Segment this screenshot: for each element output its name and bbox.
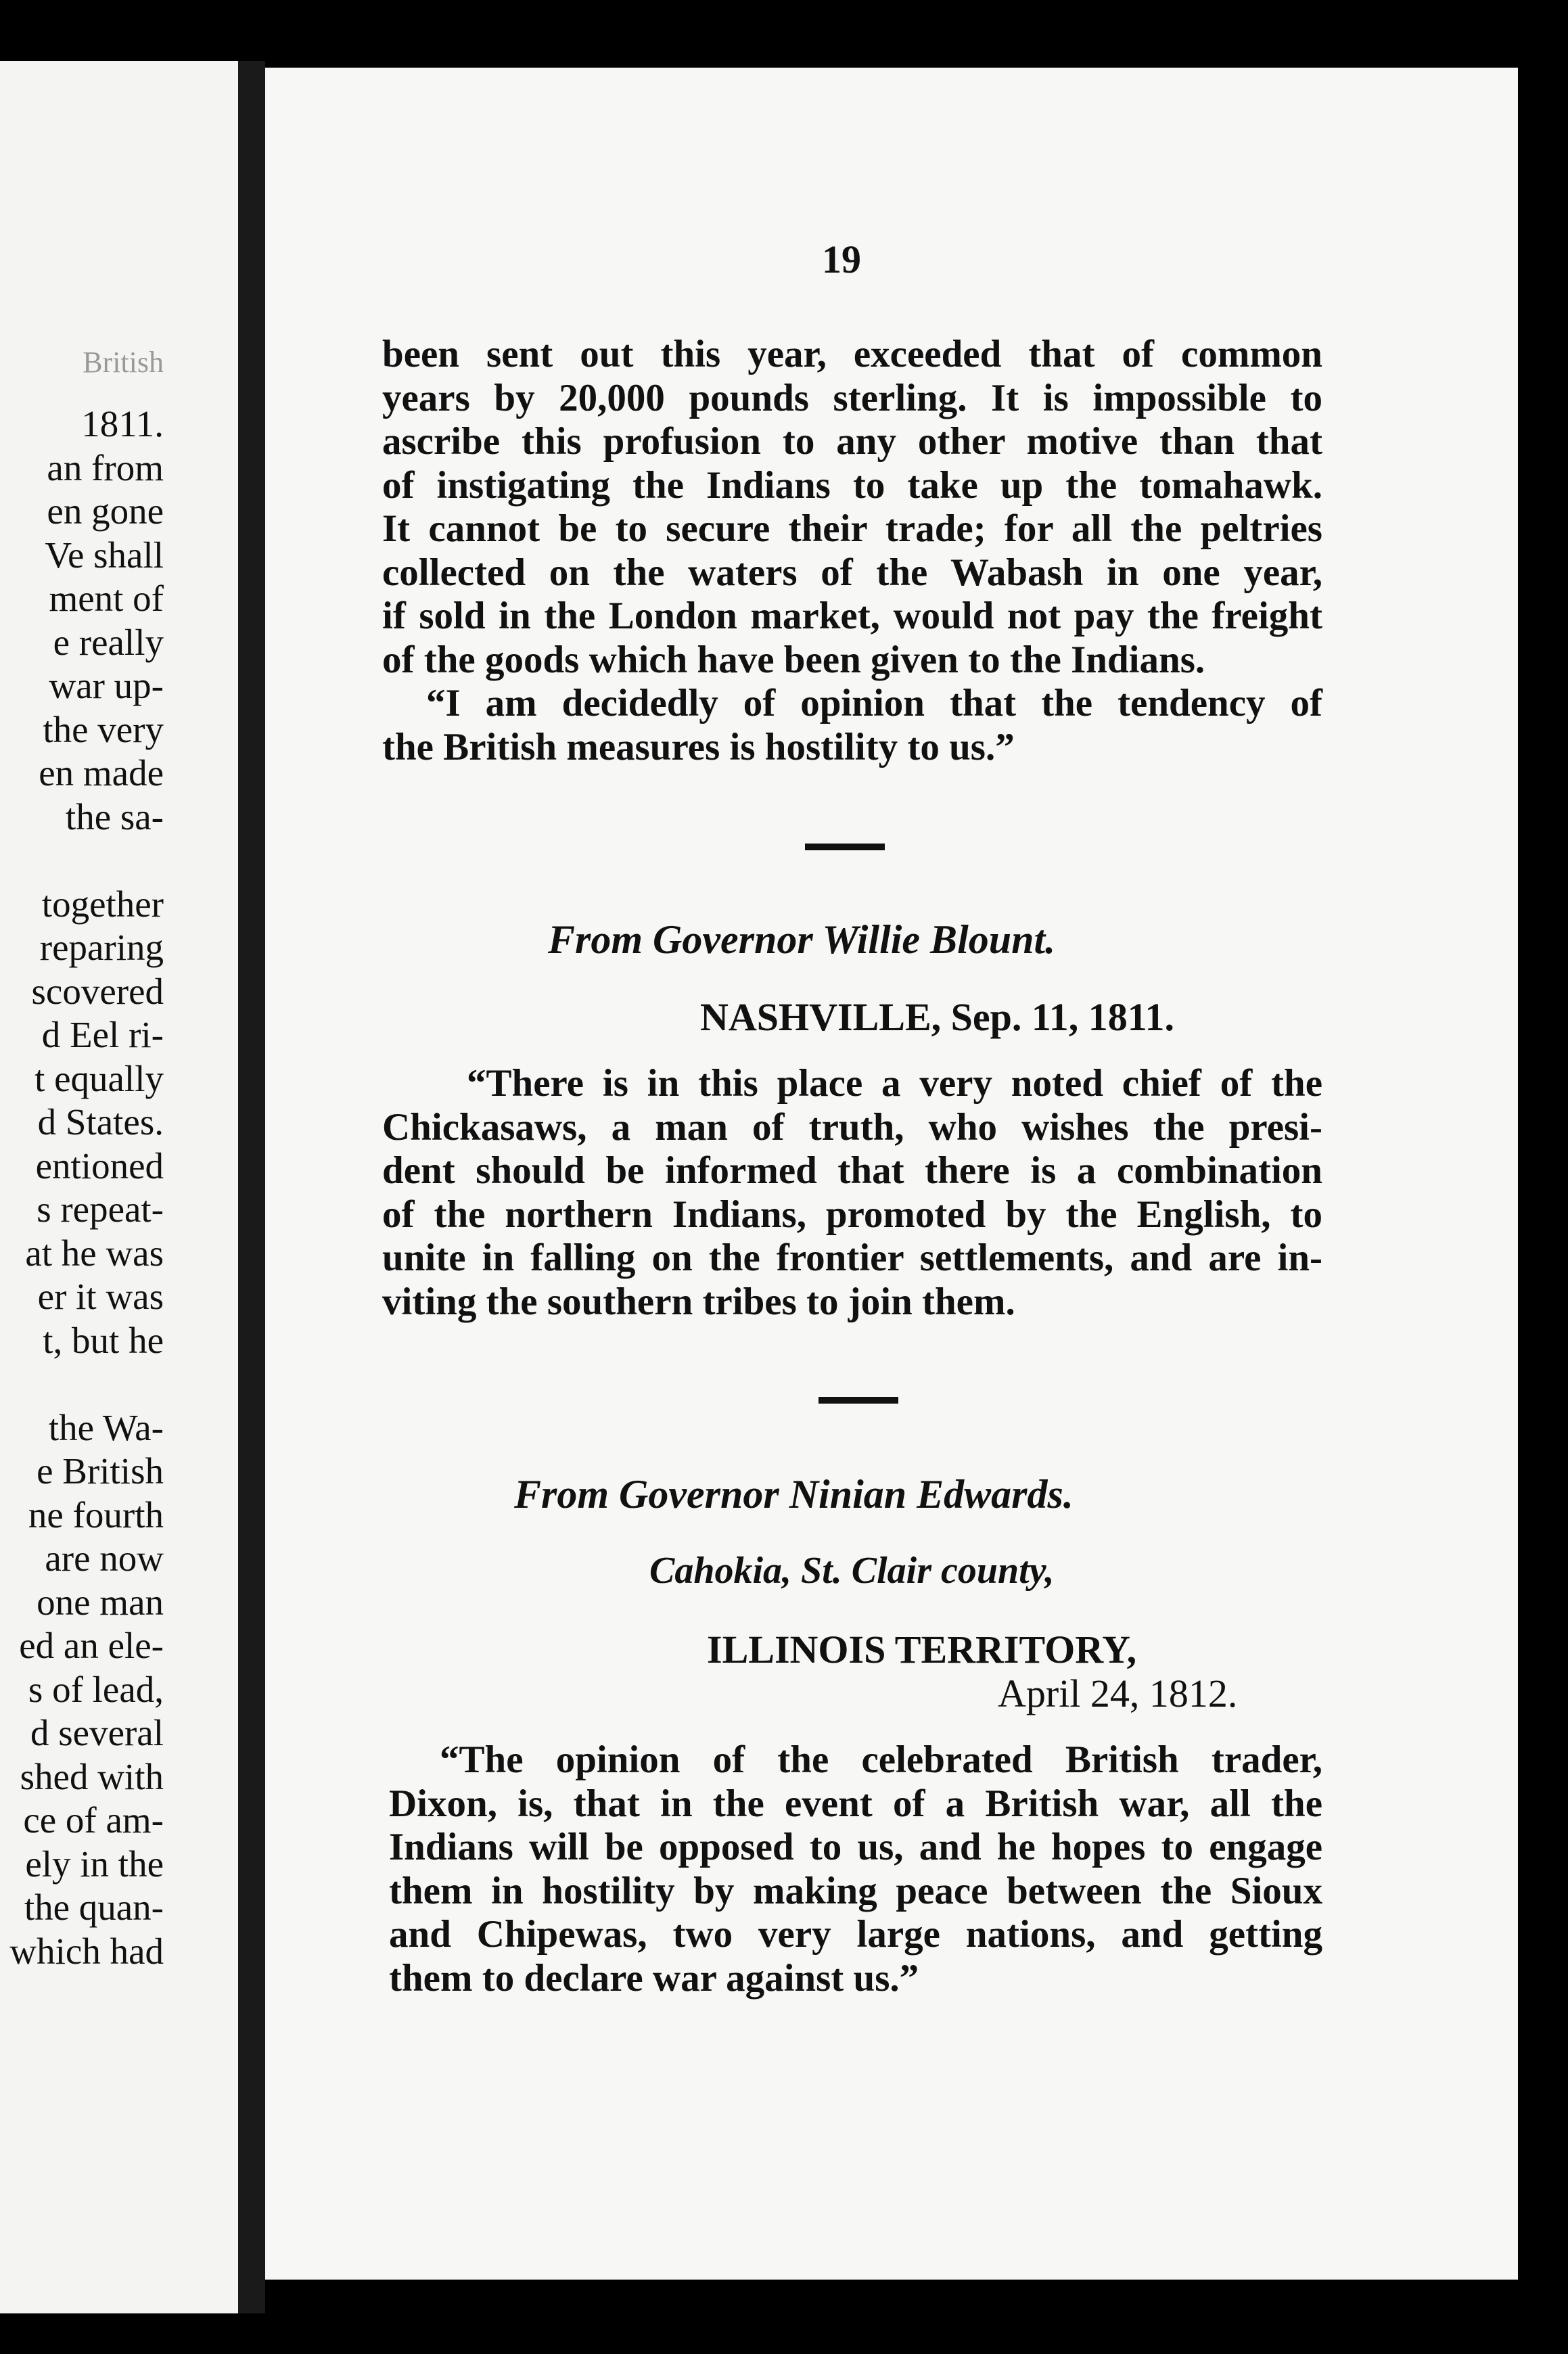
text-line: d States.	[37, 1101, 164, 1143]
text-line: at he was	[25, 1232, 164, 1274]
paragraph-opinion-quote	[382, 682, 1322, 769]
text-line: Chickasaws, a man of truth, who wishes the presi-	[382, 1105, 1322, 1149]
text-line: d Eel ri-	[41, 1014, 164, 1055]
text-line: ed an ele-	[19, 1625, 164, 1666]
previous-page-header: British	[83, 346, 164, 379]
letter-heading-blount: From Governor Willie Blount.	[548, 917, 1056, 962]
text-line: ment of	[49, 578, 164, 619]
book-spine	[238, 61, 265, 2313]
text-line: t, but he	[43, 1319, 164, 1361]
text-line: Indians will be opposed to us, and he hopes to engage	[389, 1826, 1322, 1868]
text-line: war up-	[49, 665, 164, 706]
text-line: ce of am-	[23, 1799, 164, 1841]
text-line: the very	[43, 708, 164, 750]
letter-place-illinois: ILLINOIS TERRITORY,	[707, 1628, 1137, 1671]
text-line	[9, 839, 164, 883]
page-number: 19	[822, 237, 861, 281]
text-line: the Wa-	[48, 1406, 164, 1448]
text-line: “The opinion of the celebrated British trader,	[440, 1738, 1322, 1781]
text-line: ne fourth	[28, 1494, 164, 1536]
text-line: of the goods which have been given to the Indians.	[382, 638, 1205, 681]
text-line: dent should be informed that there is a combination	[382, 1149, 1322, 1192]
text-line: ascribe this profusion to any other motive than that	[382, 420, 1322, 463]
text-line: the quan-	[24, 1887, 164, 1928]
text-line: an from	[47, 446, 164, 488]
text-line: ely in the	[25, 1843, 164, 1885]
text-line: “There is in this place a very noted chief of the	[467, 1062, 1322, 1105]
text-line: viting the southern tribes to join them.	[382, 1280, 1015, 1323]
paragraph-blount-letter	[382, 1062, 1322, 1324]
text-line: if sold in the London market, would not pay the freight	[382, 595, 1322, 637]
text-line: them to declare war against us.”	[389, 1956, 919, 2000]
previous-page-fragment	[0, 61, 238, 2313]
text-line: e British	[37, 1450, 164, 1492]
letter-date-edwards: April 24, 1812.	[998, 1671, 1238, 1715]
section-divider	[818, 1397, 898, 1404]
text-line: en gone	[47, 490, 164, 532]
text-line: s repeat-	[37, 1188, 164, 1230]
text-line	[9, 1362, 164, 1406]
text-line: t equally	[34, 1057, 164, 1099]
text-line: the sa-	[65, 795, 164, 837]
paragraph-edwards-letter	[389, 1738, 1322, 2000]
text-line: been sent out this year, exceeded that of common	[382, 333, 1322, 375]
text-line: are now	[45, 1538, 164, 1579]
text-line: d several	[30, 1712, 164, 1753]
text-line: entioned	[35, 1145, 164, 1186]
text-line: Dixon, is, that in the event of a British war, all the	[389, 1782, 1322, 1825]
text-line: the British measures is hostility to us.”	[382, 725, 1015, 768]
text-line: unite in falling on the frontier settlements, and are in-	[382, 1237, 1322, 1279]
text-line: which had	[9, 1930, 164, 1972]
section-divider	[805, 844, 885, 850]
text-line: e really	[53, 621, 164, 663]
text-line: scovered	[31, 970, 164, 1012]
text-line: “I am decidedly of opinion that the tendency of	[426, 682, 1322, 724]
text-line: 1811.	[81, 403, 164, 444]
text-line: collected on the waters of the Wabash in one year,	[382, 551, 1322, 594]
text-line: reparing	[39, 927, 164, 968]
text-line: of instigating the Indians to take up the tomahawk.	[382, 463, 1322, 507]
text-line: Ve shall	[45, 534, 164, 576]
text-line: years by 20,000 pounds sterling. It is impossible to	[382, 376, 1322, 419]
text-line: It cannot be to secure their trade; for all the peltries	[382, 507, 1322, 550]
text-line: together	[41, 883, 164, 925]
text-line: them in hostility by making peace between the Sioux	[389, 1869, 1322, 1912]
letter-place-cahokia: Cahokia, St. Clair county,	[649, 1550, 1055, 1592]
letter-heading-edwards: From Governor Ninian Edwards.	[514, 1472, 1074, 1517]
text-line: of the northern Indians, promoted by the English, to	[382, 1193, 1322, 1236]
text-line: shed with	[20, 1755, 164, 1797]
paragraph-report-continuation	[382, 333, 1322, 682]
text-line: one man	[37, 1581, 164, 1623]
text-line: and Chipewas, two very large nations, and getting	[389, 1913, 1322, 1956]
text-line: s of lead,	[28, 1668, 164, 1710]
previous-page-text	[9, 402, 164, 1973]
text-line: en made	[39, 752, 164, 793]
letter-place-date-nashville: NASHVILLE, Sep. 11, 1811.	[700, 995, 1175, 1039]
text-line: er it was	[37, 1276, 164, 1317]
